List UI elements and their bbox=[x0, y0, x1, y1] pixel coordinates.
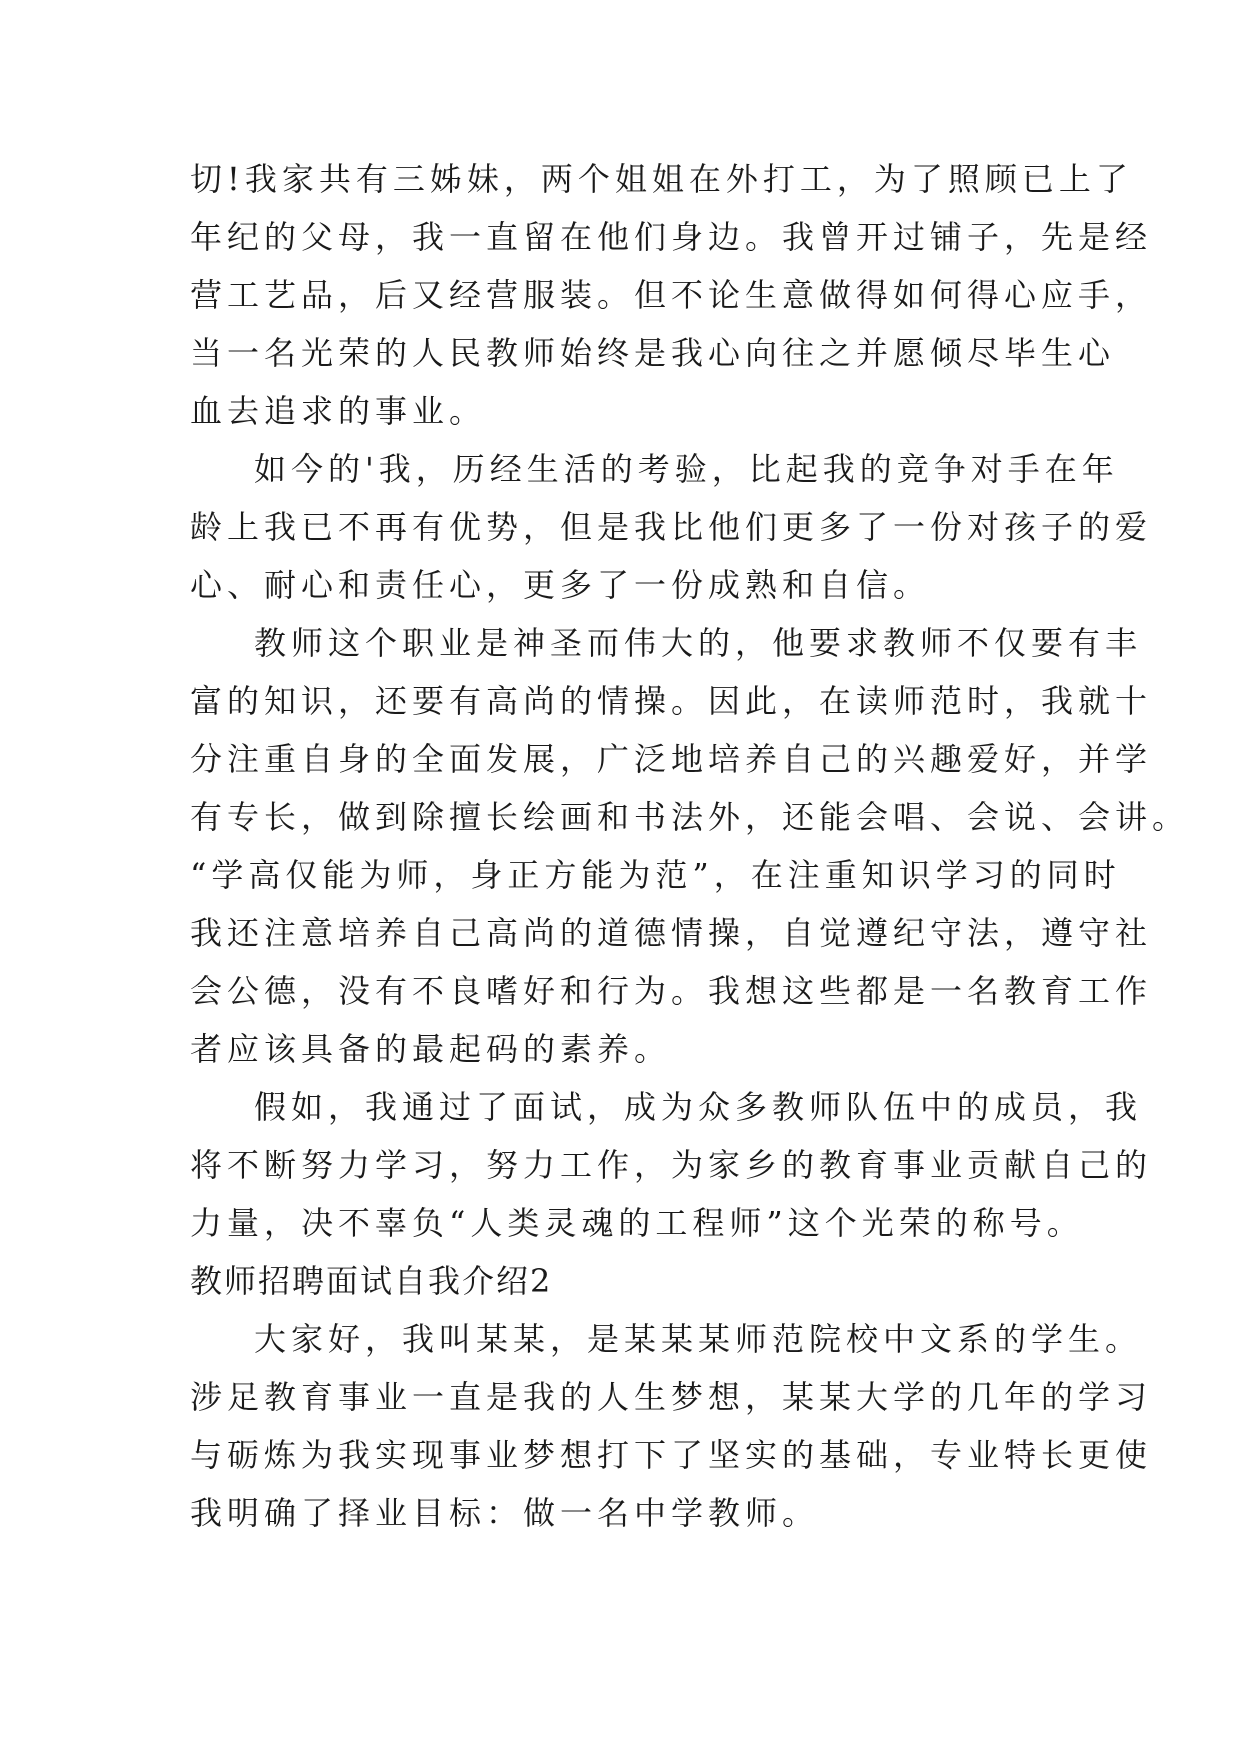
text-line: 会公德，没有不良嗜好和行为。我想这些都是一名教育工作 bbox=[190, 972, 1153, 1010]
text-line: 龄上我已不再有优势，但是我比他们更多了一份对孩子的爱 bbox=[190, 508, 1153, 546]
text-line: 者应该具备的最起码的素养。 bbox=[190, 1030, 672, 1068]
text-line: 年纪的父母，我一直留在他们身边。我曾开过铺子，先是经 bbox=[190, 218, 1153, 256]
document-page bbox=[190, 150, 1190, 1542]
text-line: 分注重自身的全面发展，广泛地培养自己的兴趣爱好，并学 bbox=[190, 740, 1153, 778]
text-line: 我还注意培养自己高尚的道德情操，自觉遵纪守法，遵守社 bbox=[190, 914, 1153, 952]
text-line: 血去追求的事业。 bbox=[190, 392, 487, 430]
text-line: 将不断努力学习，努力工作，为家乡的教育事业贡献自己的 bbox=[190, 1146, 1153, 1184]
text-line: 有专长，做到除擅长绘画和书法外，还能会唱、会说、会讲。 bbox=[190, 798, 1190, 836]
section-heading: 教师招聘面试自我介绍2 bbox=[190, 1262, 553, 1300]
text-line: 富的知识，还要有高尚的情操。因此，在读师范时，我就十 bbox=[190, 682, 1153, 720]
text-line: 心、耐心和责任心，更多了一份成熟和自信。 bbox=[190, 566, 931, 604]
text-line: “学高仅能为师，身正方能为范”，在注重知识学习的同时 bbox=[190, 856, 1121, 894]
paragraph-first-line: 大家好，我叫某某，是某某某师范院校中文系的学生。 bbox=[254, 1320, 1143, 1358]
text-line: 营工艺品，后又经营服装。但不论生意做得如何得心应手， bbox=[190, 276, 1153, 314]
text-line: 涉足教育事业一直是我的人生梦想，某某大学的几年的学习 bbox=[190, 1378, 1153, 1416]
paragraph-first-line: 教师这个职业是神圣而伟大的，他要求教师不仅要有丰 bbox=[254, 624, 1143, 662]
text-line: 切!我家共有三姊妹，两个姐姐在外打工，为了照顾已上了 bbox=[190, 160, 1133, 198]
text-line: 力量，决不辜负“人类灵魂的工程师”这个光荣的称号。 bbox=[190, 1204, 1084, 1242]
paragraph-first-line: 如今的'我，历经生活的考验，比起我的竞争对手在年 bbox=[254, 450, 1119, 488]
text-line: 我明确了择业目标：做一名中学教师。 bbox=[190, 1494, 820, 1532]
text-line: 当一名光荣的人民教师始终是我心向往之并愿倾尽毕生心 bbox=[190, 334, 1116, 372]
text-line: 与砺炼为我实现事业梦想打下了坚实的基础，专业特长更使 bbox=[190, 1436, 1153, 1474]
paragraph-first-line: 假如，我通过了面试，成为众多教师队伍中的成员，我 bbox=[254, 1088, 1143, 1126]
